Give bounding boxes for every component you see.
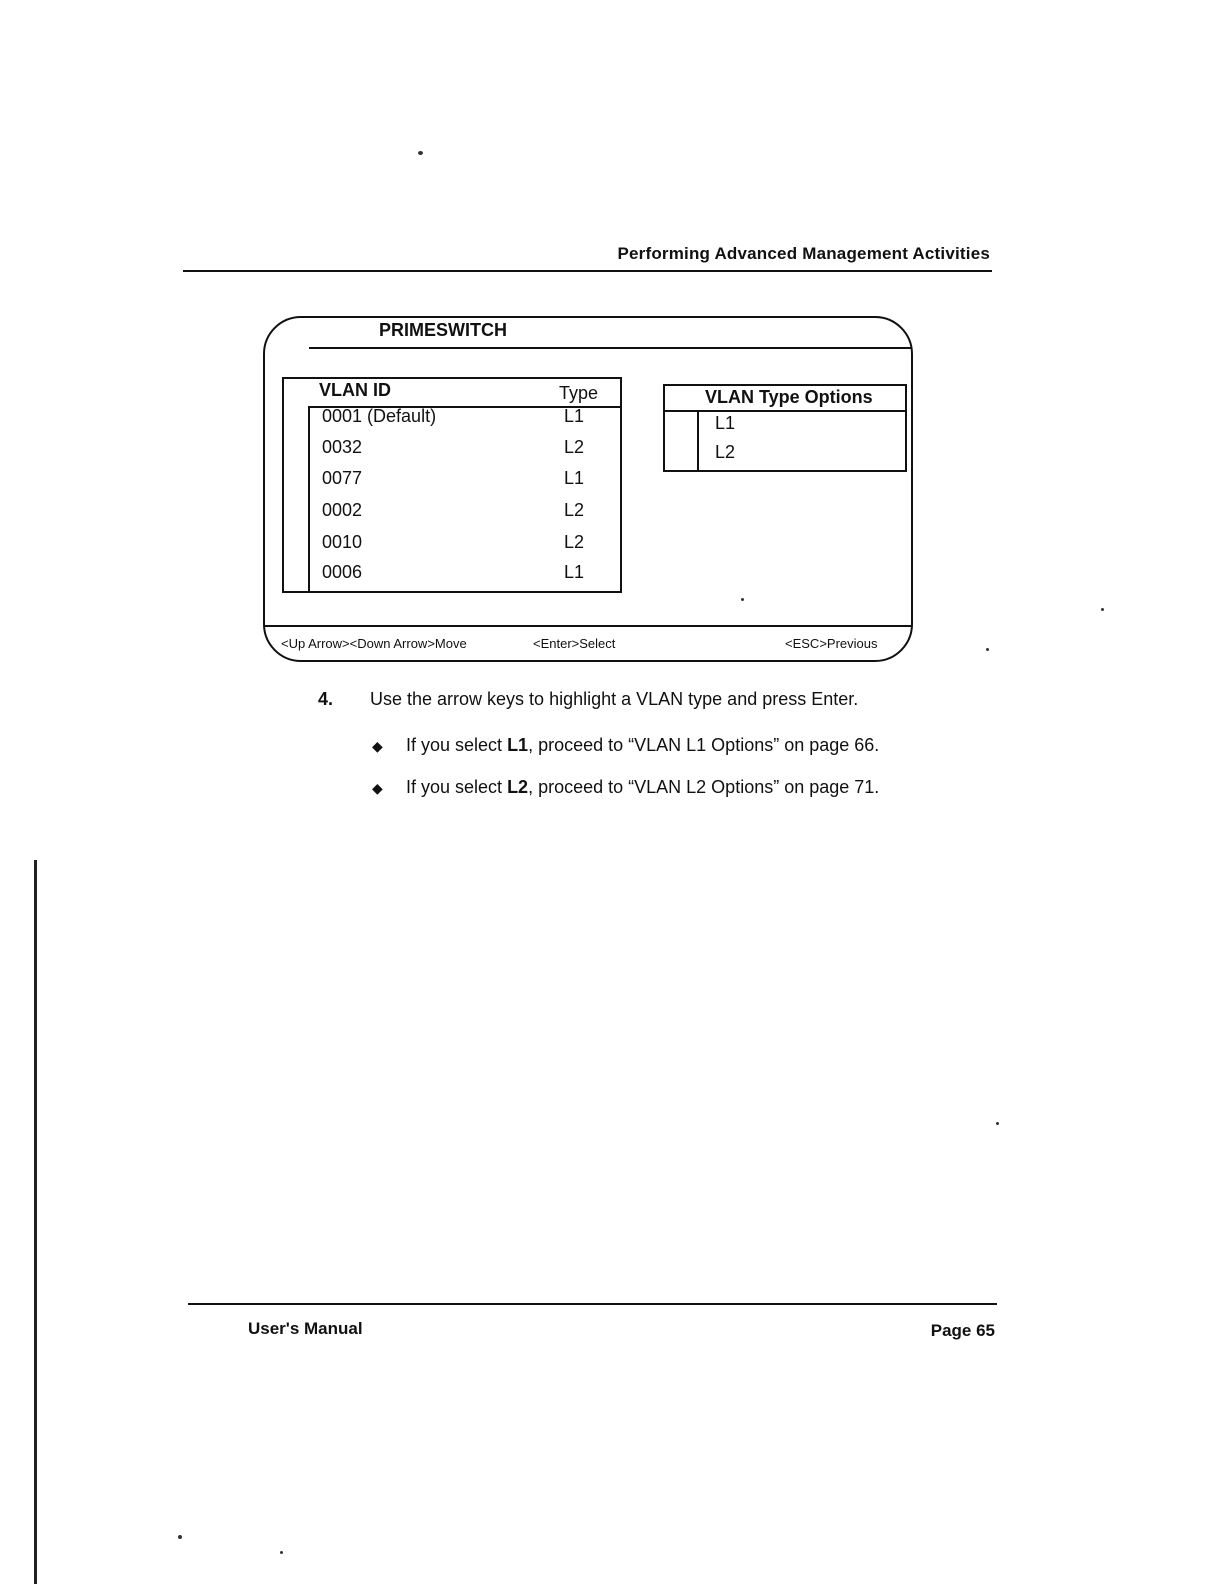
header-rule	[183, 270, 992, 272]
vlan-row[interactable]	[322, 500, 612, 530]
bullet-l1	[372, 735, 879, 756]
diamond-bullet-icon: ◆	[372, 738, 383, 754]
footer-rule	[188, 1303, 997, 1305]
vlan-id: 0006	[322, 562, 363, 582]
vlan-type: L1	[564, 406, 585, 426]
vlan-id: 0001 (Default)	[322, 406, 437, 426]
scan-speck	[280, 1551, 283, 1554]
page-number: Page 65	[930, 1321, 995, 1340]
screen-title-rule	[309, 347, 911, 349]
screen-footer-rule	[265, 625, 911, 627]
vlan-row[interactable]	[322, 562, 612, 592]
diamond-bullet-icon: ◆	[372, 780, 383, 796]
running-header: Performing Advanced Management Activities	[617, 244, 990, 263]
options-title-rule	[665, 410, 905, 412]
scan-speck	[996, 1122, 999, 1125]
bullet-suffix: , proceed to “VLAN L1 Options” on page 66.	[528, 735, 880, 755]
vlan-type: L2	[564, 500, 585, 520]
vlan-row[interactable]	[322, 437, 612, 467]
move-key-hint: <Up Arrow><Down Arrow>Move	[281, 636, 467, 651]
terminal-screen	[263, 316, 913, 662]
vlan-type: L2	[564, 532, 585, 552]
step-text: Use the arrow keys to highlight a VLAN type and press Enter.	[370, 689, 859, 709]
select-key-hint: <Enter>Select	[533, 636, 616, 651]
option-l1[interactable]: L1	[715, 413, 736, 433]
bullet-prefix: If you select	[406, 735, 508, 755]
step-number: 4.	[318, 689, 334, 709]
scan-speck	[986, 648, 989, 651]
vlan-type: L1	[564, 468, 585, 488]
vlan-type: L1	[564, 562, 585, 582]
bullet-suffix: , proceed to “VLAN L2 Options” on page 71.	[528, 777, 880, 797]
selection-bar	[308, 406, 310, 591]
screen-title: PRIMESWITCH	[379, 320, 507, 340]
scan-binding-edge	[34, 860, 37, 1584]
vlan-table	[282, 377, 622, 593]
bullet-l2	[372, 777, 879, 798]
bullet-key: L1	[507, 735, 529, 755]
vlan-id: 0032	[322, 437, 363, 457]
option-l2[interactable]: L2	[715, 442, 736, 462]
scan-speck	[418, 151, 423, 155]
options-selection-bar	[697, 410, 699, 470]
vlan-row[interactable]	[322, 406, 612, 436]
scan-speck	[741, 598, 744, 601]
previous-key-hint: <ESC>Previous	[785, 636, 878, 651]
bullet-key: L2	[507, 777, 529, 797]
scan-speck	[1101, 608, 1104, 611]
vlan-row[interactable]	[322, 468, 612, 498]
scan-speck	[178, 1535, 182, 1539]
vlan-id-column-header: VLAN ID	[319, 380, 391, 400]
vlan-type: L2	[564, 437, 585, 457]
bullet-prefix: If you select	[406, 777, 508, 797]
vlan-id: 0010	[322, 532, 363, 552]
vlan-row[interactable]	[322, 532, 612, 562]
vlan-type-options-box	[663, 384, 907, 472]
footer-manual-label: User's Manual	[248, 1319, 363, 1338]
type-column-header: Type	[559, 383, 599, 403]
options-title: VLAN Type Options	[705, 387, 873, 407]
vlan-id: 0077	[322, 468, 363, 488]
vlan-id: 0002	[322, 500, 363, 520]
